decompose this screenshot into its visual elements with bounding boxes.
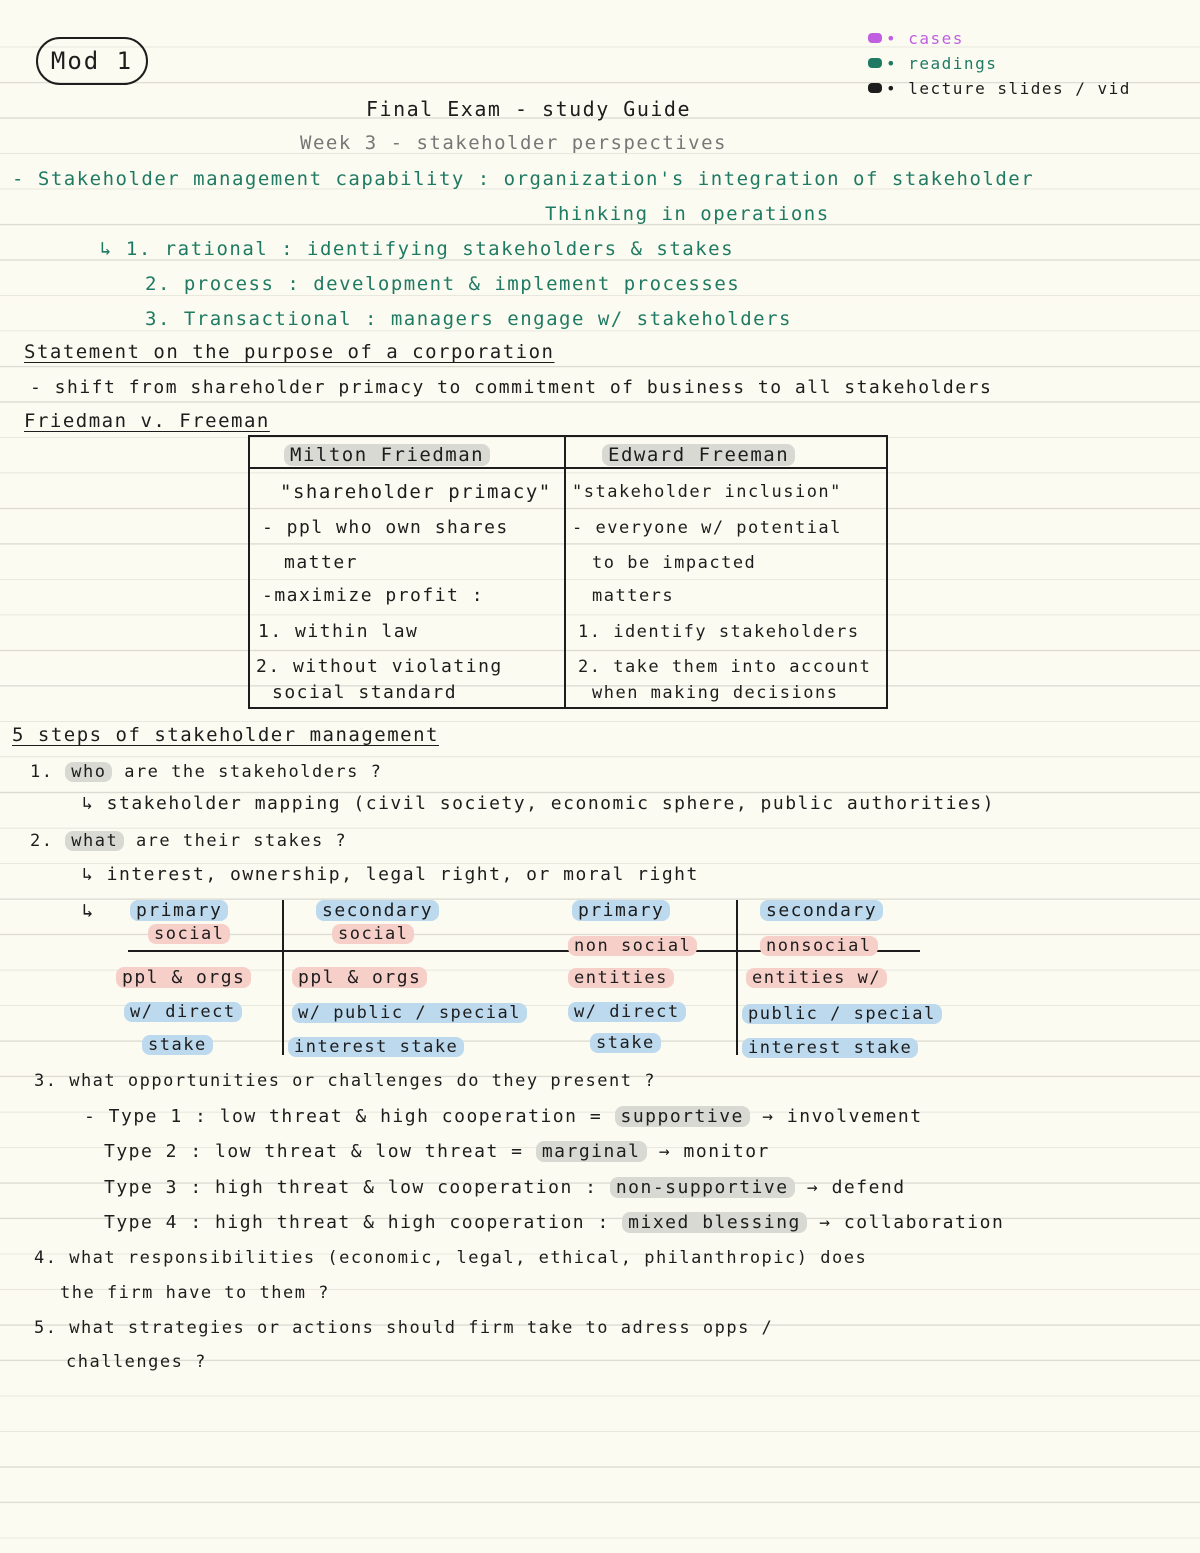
type-row: Type 4 : high threat & high cooperation : mixed blessing → collaboration — [104, 1212, 1005, 1233]
friedman-line: 1. within law — [258, 621, 419, 642]
module-badge: Mod 1 — [36, 37, 148, 85]
freeman-line: when making decisions — [592, 683, 839, 703]
category-header: secondary — [316, 899, 439, 923]
friedman-line: -maximize profit : — [262, 585, 485, 606]
legend-cases: • cases — [886, 29, 964, 48]
step-4-cont: the firm have to them ? — [60, 1283, 330, 1303]
category-cell: interest stake — [742, 1036, 918, 1060]
category-cell: stake — [142, 1033, 213, 1057]
category-header: social — [148, 922, 230, 946]
category-cell: w/ direct — [568, 1000, 686, 1024]
grid-rule — [283, 950, 568, 952]
page-title: Final Exam - study Guide — [366, 97, 691, 121]
step-2: 2. what are their stakes ? — [30, 831, 348, 851]
type-row: Type 3 : high threat & low cooperation : non-supportive → defend — [104, 1177, 906, 1198]
step-5-cont: challenges ? — [66, 1352, 207, 1372]
type-row: - Type 1 : low threat & high cooperation = supportive → involvement — [84, 1106, 923, 1127]
category-cell: entities — [568, 966, 674, 990]
friedman-line: social standard — [272, 682, 458, 703]
table-header-rule — [250, 467, 886, 469]
friedman-line: matter — [284, 552, 359, 573]
steps-heading: 5 steps of stakeholder management — [12, 724, 439, 746]
step-1: 1. who are the stakeholders ? — [30, 762, 383, 782]
cases-color-swatch — [868, 33, 882, 43]
capability-definition-cont: Thinking in operations — [545, 203, 830, 225]
step-1-detail: ↳ stakeholder mapping (civil society, economic sphere, public authorities) — [82, 793, 995, 814]
readings-color-swatch — [868, 58, 882, 68]
category-cell: ppl & orgs — [116, 966, 251, 990]
category-cell: w/ public / special — [292, 1001, 527, 1025]
week-heading: Week 3 - stakeholder perspectives — [300, 132, 727, 154]
freeman-line: matters — [592, 586, 675, 606]
category-header: social — [332, 922, 414, 946]
freeman-line: - everyone w/ potential — [572, 518, 842, 538]
category-header: non social — [568, 934, 697, 958]
table-column-divider — [564, 437, 566, 707]
categories-arrow: ↳ — [82, 900, 95, 922]
category-cell: w/ direct — [124, 1000, 242, 1024]
category-cell: entities w/ — [746, 966, 887, 990]
category-cell: public / special — [742, 1002, 942, 1026]
type-row: Type 2 : low threat & low threat = marginal → monitor — [104, 1141, 770, 1162]
legend-lecture: • lecture slides / vid — [886, 79, 1131, 98]
category-header: primary — [130, 899, 228, 923]
friedman-freeman-table — [248, 435, 888, 709]
grid-divider — [736, 900, 738, 1055]
capability-item-process: 2. process : development & implement processes — [145, 273, 741, 295]
grid-divider — [282, 900, 284, 1055]
step-3: 3. what opportunities or challenges do they present ? — [34, 1071, 656, 1091]
friedman-line: - ppl who own shares — [262, 517, 509, 538]
category-cell: ppl & orgs — [292, 966, 427, 990]
friedman-line: 2. without violating — [256, 656, 503, 677]
category-header: secondary — [760, 899, 883, 923]
category-header: primary — [572, 899, 670, 923]
capability-item-transactional: 3. Transactional : managers engage w/ stakeholders — [145, 308, 792, 330]
statement-heading: Statement on the purpose of a corporation — [24, 341, 555, 363]
freeman-line: "stakeholder inclusion" — [572, 482, 842, 502]
grid-rule — [128, 950, 283, 952]
header-freeman: Edward Freeman — [602, 443, 795, 467]
friedman-line: "shareholder primacy" — [280, 481, 552, 503]
legend-readings: • readings — [886, 54, 998, 73]
lecture-color-swatch — [868, 83, 882, 93]
category-cell: interest stake — [288, 1035, 464, 1059]
capability-definition: - Stakeholder management capability : organization's integration of stakeholder — [12, 168, 1035, 190]
header-friedman: Milton Friedman — [284, 443, 490, 467]
comparison-heading: Friedman v. Freeman — [24, 410, 270, 432]
freeman-line: 1. identify stakeholders — [578, 622, 860, 642]
capability-item-rational: ↳ 1. rational : identifying stakeholders & stakes — [100, 238, 735, 260]
step-2-detail: ↳ interest, ownership, legal right, or moral right — [82, 864, 699, 885]
category-cell: stake — [590, 1031, 661, 1055]
freeman-line: to be impacted — [592, 553, 757, 573]
category-header: nonsocial — [760, 934, 878, 958]
statement-line: - shift from shareholder primacy to commitment of business to all stakeholders — [30, 377, 993, 398]
freeman-line: 2. take them into account — [578, 657, 872, 677]
step-4: 4. what responsibilities (economic, legal, ethical, philanthropic) does — [34, 1248, 868, 1268]
step-5: 5. what strategies or actions should firm take to adress opps / — [34, 1318, 774, 1338]
